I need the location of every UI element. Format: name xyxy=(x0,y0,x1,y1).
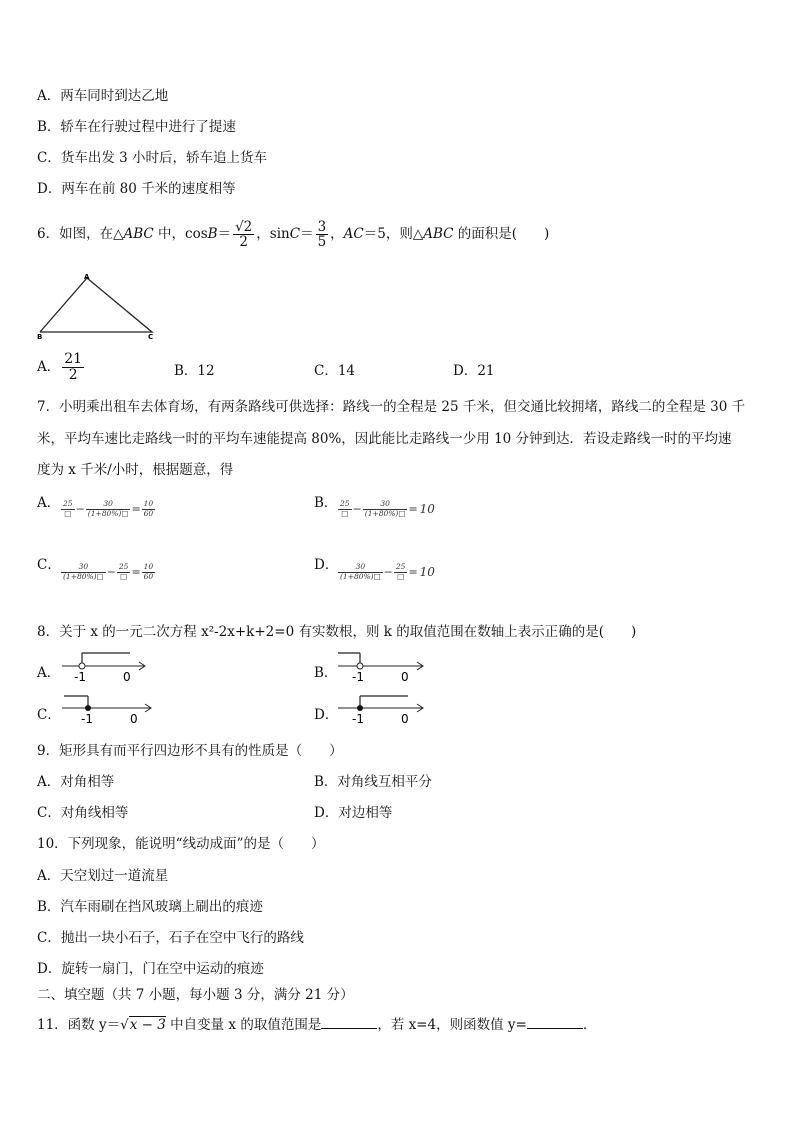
q6-frac-sqrt2-over-2 xyxy=(233,220,254,249)
q7a-60: 60 xyxy=(143,508,154,518)
q6-eq2: ＝ xyxy=(300,226,314,242)
q7b-30: 30 xyxy=(363,500,408,510)
q7c-eq: = xyxy=(131,565,141,579)
q6-frac2-den: 5 xyxy=(317,234,327,250)
vertex-b-label: B xyxy=(37,333,43,340)
q6-cos: 中，cos xyxy=(153,226,208,242)
q7-option-c-label: C． xyxy=(37,557,61,573)
q7a-10: 10 xyxy=(143,499,154,508)
q10-stem: 10．下列现象，能说明“线动成面”的是（ ） xyxy=(37,836,325,852)
q5-option-a: A．两车同时到达乙地 xyxy=(37,88,169,104)
q8c-tick-neg1: -1 xyxy=(81,712,93,726)
q7d-eq: = xyxy=(408,565,418,579)
solid-point-icon xyxy=(85,705,91,711)
q7d-30: 30 xyxy=(338,563,383,573)
q11-stem xyxy=(37,1013,596,1033)
q7-option-d-label: D． xyxy=(314,557,339,573)
q7c-x: □ xyxy=(120,571,128,581)
q7-line-3: 度为 x 千米/小时，根据题意，得 xyxy=(37,462,234,478)
q6-ac: AC xyxy=(343,226,364,242)
q8a-tick-neg1: -1 xyxy=(74,670,86,684)
q6-abc: ABC xyxy=(123,226,154,242)
q8-stem: 8．关于 x 的一元二次方程 x²-2x+k+2=0 有实数根，则 k 的取值范围在数轴上表示正确的是( ) xyxy=(37,624,637,640)
q7c-60: 60 xyxy=(143,571,154,581)
q10-option-c: C．抛出一块小石子，石子在空中飞行的路线 xyxy=(37,930,304,946)
q7a-30: 30 xyxy=(86,500,131,510)
q7-line-1: 7．小明乘出租车去体育场，有两条路线可供选择：路线一的全程是 25 千米，但交通比较拥堵，路线二的全程是 30 千 xyxy=(37,399,746,415)
q7c-minus: − xyxy=(106,565,116,579)
q6-prefix: 6．如图，在△ xyxy=(37,226,124,242)
q11-mid2: ，若 x=4，则函数值 y= xyxy=(377,1017,527,1033)
q6-b: B xyxy=(207,226,218,242)
q11-radicand: x − 3 xyxy=(129,1017,166,1033)
q6-a-den: 2 xyxy=(68,367,78,383)
q8d-tick-0: 0 xyxy=(401,712,409,726)
q8-number-line-b xyxy=(336,650,428,684)
q7b-25: 25 xyxy=(340,499,350,508)
q7a-25: 25 xyxy=(63,499,73,508)
q7c-25: 25 xyxy=(118,562,129,571)
q10-option-b: B．汽车雨刷在挡风玻璃上刷出的痕迹 xyxy=(37,899,263,915)
q8b-tick-neg1: -1 xyxy=(352,670,364,684)
q8-option-b-label: B． xyxy=(314,665,338,681)
q6-option-c: C．14 xyxy=(314,363,356,379)
q7a-x: □ xyxy=(64,508,72,518)
q7-option-d-equation xyxy=(337,563,435,581)
q6-stem xyxy=(37,214,549,254)
q7b-x: □ xyxy=(341,508,349,518)
q8-option-c-label: C． xyxy=(37,707,61,723)
q6-frac1-num: √2 xyxy=(235,218,253,235)
q5-option-d: D．两车在前 80 千米的速度相等 xyxy=(37,181,236,197)
q8b-tick-0: 0 xyxy=(401,670,409,684)
q6-a-label: A． xyxy=(37,359,61,375)
q7-option-a-label: A． xyxy=(37,495,61,511)
q8-number-line-a xyxy=(60,650,150,684)
q7-line-2: 米，平均车速比走路线一时的平均车速能提高 80%，因此能比走路线一少用 10 分钟到达．若设走路线一时的平均速 xyxy=(37,431,732,447)
solid-point-icon xyxy=(357,705,363,711)
q11-blank-1[interactable] xyxy=(321,1016,377,1029)
q7d-x: □ xyxy=(397,571,405,581)
q6-frac1-den: 2 xyxy=(239,234,248,250)
q11-mid: 中自变量 x 的取值范围是 xyxy=(165,1017,322,1033)
q11-blank-2[interactable] xyxy=(527,1016,583,1029)
q6-c: C xyxy=(289,226,301,242)
q8-number-line-c xyxy=(60,692,156,726)
q7d-10: 10 xyxy=(419,565,435,580)
q7-option-b-equation xyxy=(337,500,435,518)
q11-prefix: 11．函数 y＝ xyxy=(37,1017,121,1033)
q6-abc-2: ABC xyxy=(423,226,454,242)
triangle-figure xyxy=(34,270,158,340)
sqrt-icon: √ xyxy=(120,1017,129,1033)
section-heading: 二、填空题（共 7 小题，每小题 3 分，满分 21 分） xyxy=(37,987,354,1003)
q7a-eq: = xyxy=(131,502,141,516)
q7a-minus: − xyxy=(75,502,85,516)
q7d-den: (1+80%)□ xyxy=(340,571,381,581)
q7b-10: 10 xyxy=(419,502,435,517)
q6-eq1: ＝ xyxy=(217,226,232,242)
q9-option-c: C．对角线相等 xyxy=(37,805,129,821)
q9-option-b: B．对角线互相平分 xyxy=(314,774,432,790)
q6-frac-21-over-2 xyxy=(62,352,84,382)
q7c-30: 30 xyxy=(61,563,106,573)
q7-option-b-label: B． xyxy=(314,495,338,511)
q7d-25: 25 xyxy=(395,562,406,571)
q6-ac-value: ＝5，则△ xyxy=(363,226,424,242)
q7d-minus: − xyxy=(383,565,393,579)
q8a-tick-0: 0 xyxy=(123,670,131,684)
q7b-eq: = xyxy=(408,502,418,516)
q8c-tick-0: 0 xyxy=(130,712,138,726)
q6-option-b: B．12 xyxy=(174,363,215,379)
q11-end: ． xyxy=(582,1017,597,1033)
q7b-minus: − xyxy=(352,502,362,516)
q7-option-c-equation xyxy=(60,563,156,581)
q7b-den: (1+80%)□ xyxy=(364,508,406,518)
q8-option-a-label: A． xyxy=(37,665,61,681)
q7a-den: (1+80%)□ xyxy=(87,508,129,518)
q6-frac-3-over-5 xyxy=(316,220,329,249)
open-point-icon xyxy=(357,663,363,669)
q10-option-d: D．旋转一扇门，门在空中运动的痕迹 xyxy=(37,961,264,977)
q10-option-a: A．天空划过一道流星 xyxy=(37,868,169,884)
q5-option-c: C．货车出发 3 小时后，轿车追上货车 xyxy=(37,150,268,166)
vertex-c-label: C xyxy=(148,333,154,340)
q9-stem: 9．矩形具有而平行四边形不具有的性质是（ ） xyxy=(37,743,343,759)
q5-option-b: B．轿车在行驶过程中进行了提速 xyxy=(37,119,236,135)
vertex-a-label: A xyxy=(84,273,90,281)
q8d-tick-neg1: -1 xyxy=(352,712,364,726)
q8-option-d-label: D． xyxy=(314,707,339,723)
q6-frac2-num: 3 xyxy=(317,218,327,235)
q7c-den: (1+80%)□ xyxy=(63,571,104,581)
q9-option-d: D．对边相等 xyxy=(314,805,393,821)
q6-a-num: 21 xyxy=(64,351,83,368)
q8-number-line-d xyxy=(336,692,428,726)
q7-option-a-equation xyxy=(60,500,156,518)
q6-suffix: 的面积是( ) xyxy=(453,226,550,242)
q6-comma: ， xyxy=(330,226,344,242)
q7c-10: 10 xyxy=(143,562,154,571)
q6-sin: ，sin xyxy=(256,226,290,242)
q9-option-a: A．对角相等 xyxy=(37,774,115,790)
q6-option-d: D．21 xyxy=(453,363,495,379)
open-point-icon xyxy=(79,663,85,669)
triangle-abc xyxy=(40,278,152,332)
q6-option-a xyxy=(37,348,86,386)
